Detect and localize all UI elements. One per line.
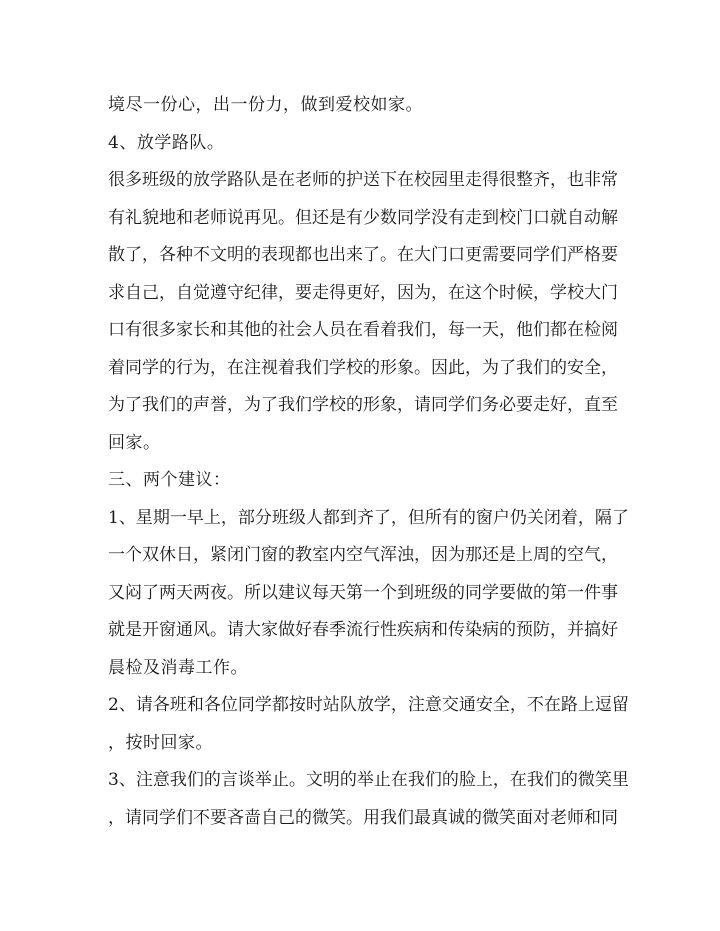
text-line: ，请同学们不要吝啬自己的微笑。用我们最真诚的微笑面对老师和同 xyxy=(108,808,618,828)
text-line: 晨检及消毒工作。 xyxy=(108,658,248,678)
text-line: 求自己，自觉遵守纪律，要走得更好，因为，在这个时候，学校大门 xyxy=(108,283,618,303)
text-line: 境尽一份心，出一份力，做到爱校如家。 xyxy=(108,95,423,115)
text-line: ，按时回家。 xyxy=(108,733,213,753)
text-line: 回家。 xyxy=(108,433,161,453)
text-line: 又闷了两天两夜。所以建议每天第一个到班级的同学要做的第一件事 xyxy=(108,583,618,603)
text-line: 一个双休日，紧闭门窗的教室内空气浑浊，因为那还是上周的空气， xyxy=(108,545,618,565)
text-line: 有礼貌地和老师说再见。但还是有少数同学没有走到校门口就自动解 xyxy=(108,208,618,228)
text-line: 就是开窗通风。请大家做好春季流行性疾病和传染病的预防，并搞好 xyxy=(108,620,618,640)
text-line: 着同学的行为，在注视着我们学校的形象。因此，为了我们的安全， xyxy=(108,358,618,378)
text-line: 1、星期一早上，部分班级人都到齐了，但所有的窗户仍关闭着，隔了 xyxy=(108,508,629,528)
section-heading: 三、两个建议： xyxy=(108,470,231,490)
section-heading: 4、放学路队。 xyxy=(108,133,225,153)
text-line: 口有很多家长和其他的社会人员在看着我们，每一天，他们都在检阅 xyxy=(108,320,618,340)
text-line: 为了我们的声誉，为了我们学校的形象，请同学们务必要走好，直至 xyxy=(108,395,618,415)
text-line: 很多班级的放学路队是在老师的护送下在校园里走得很整齐，也非常 xyxy=(108,170,618,190)
text-line: 3、注意我们的言谈举止。文明的举止在我们的脸上，在我们的微笑里 xyxy=(108,770,629,790)
text-line: 2、请各班和各位同学都按时站队放学，注意交通安全，不在路上逗留 xyxy=(108,695,629,715)
text-line: 散了，各种不文明的表现都也出来了。在大门口更需要同学们严格要 xyxy=(108,245,618,265)
